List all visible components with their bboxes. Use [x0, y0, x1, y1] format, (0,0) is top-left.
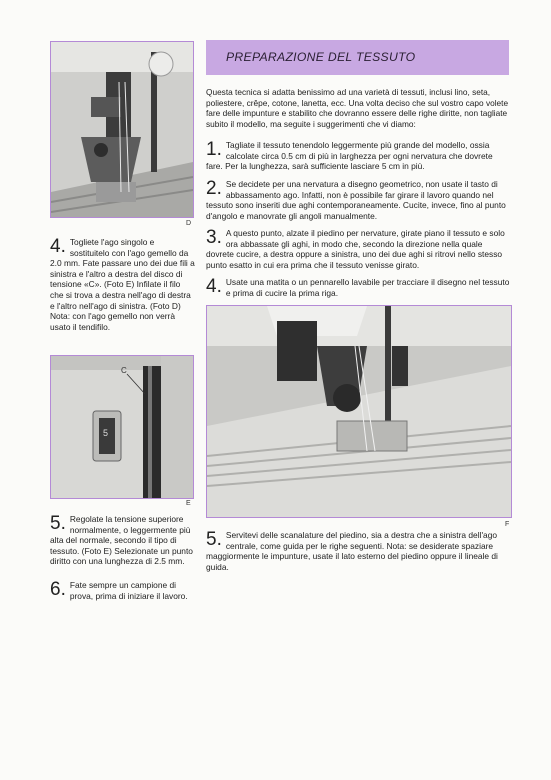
step-number: 6. — [50, 579, 66, 600]
intro-paragraph: Questa tecnica si adatta benissimo ad una varietà di tessuti, inclusi lino, seta, poliestere, crêpe, cotone, lanetta, ecc. Una volta deciso che sul vostro capo volete fare delle impunture e stabilito che dovranno essere delle righe diritte, non tagliate subito il modello, ma seguite i suggerimenti che vi diamo: — [206, 87, 509, 130]
right-step-4 — [206, 277, 510, 298]
right-step-2 — [206, 179, 510, 221]
step-text: Tagliate il tessuto tenendolo leggermente più grande del modello, ossia calcolate circa 0.5 cm di più in larghezza per ogni nervatura che dovrete fare. Per la lunghezza, sarà sufficiente lasciare 5 cm in più. — [206, 140, 493, 172]
step-number: 1. — [206, 139, 222, 160]
step-text: Regolate la tensione superiore normalmente, o leggermente più alta del normale, secondo il tipo di tessuto. (Foto E) Selezionate un punto diritto con una lunghezza di 2.5 mm. — [50, 514, 193, 567]
right-step-3 — [206, 228, 510, 270]
photo-f — [206, 305, 512, 518]
step-number: 2. — [206, 178, 222, 199]
tension-disc-label: C — [121, 366, 127, 375]
step-number: 4. — [50, 236, 66, 257]
photo-d — [50, 41, 194, 218]
step-number: 5. — [206, 529, 222, 550]
step-text: Togliete l'ago singolo e sostituitelo con l'ago gemello da 2.0 mm. Fate passare uno dei due fili a sinistra e l'altro a destra del disco di tensione «C». (Foto E) Infilate il filo che si trova a destra nell'ago di destra e l'altro nell'ago di sinistra. (Foto D) Nota: con l'ago gemello non verrà usato il tendifilo. — [50, 237, 195, 332]
section-title-banner — [206, 40, 509, 75]
step-text: Se decidete per una nervatura a disegno geometrico, non usate il tasto di abbassamento ago. Infatti, non è possibile far girare il lavoro quando nel tessuto sono inseriti due aghi contemporaneamente. Cucite, invece, fino al punto d'angolo e manovrate gli angoli manualmente. — [206, 179, 506, 221]
step-text: Servitevi delle scanalature del piedino, sia a destra che a sinistra dell'ago centrale, come guida per le righe seguenti. Nota: se desiderate spaziare maggiormente le impunture, usate il lato esterno del piedino oppure il lineale di guida. — [206, 530, 498, 572]
photo-e — [50, 355, 194, 499]
photo-f-label: F — [505, 521, 510, 528]
photo-e-label: E — [186, 500, 191, 507]
right-step-1 — [206, 140, 510, 172]
right-step-5 — [206, 530, 510, 572]
left-step-5 — [50, 514, 195, 567]
step-number: 3. — [206, 227, 222, 248]
tension-dial-value: 5 — [103, 428, 109, 438]
section-title: PREPARAZIONE DEL TESSUTO — [226, 50, 416, 64]
step-number: 5. — [50, 513, 66, 534]
step-text: Usate una matita o un pennarello lavabile per tracciare il disegno nel tessuto e prima di cucire la prima riga. — [225, 277, 510, 298]
left-step-6 — [50, 580, 195, 601]
step-text: Fate sempre un campione di prova, prima di iniziare il lavoro. — [69, 580, 188, 601]
photo-d-label: D — [186, 220, 192, 227]
left-step-4 — [50, 237, 195, 332]
step-text: A questo punto, alzate il piedino per nervature, girate piano il tessuto e solo ora abbassate gli aghi, in modo che, secondo la direzione nella quale dovrete cucire, a destra oppure a sinistra, uno dei due aghi si ritrovi nello stesso punto esatto in cui era prima che il tessuto venisse girato. — [206, 228, 505, 270]
step-number: 4. — [206, 276, 222, 297]
